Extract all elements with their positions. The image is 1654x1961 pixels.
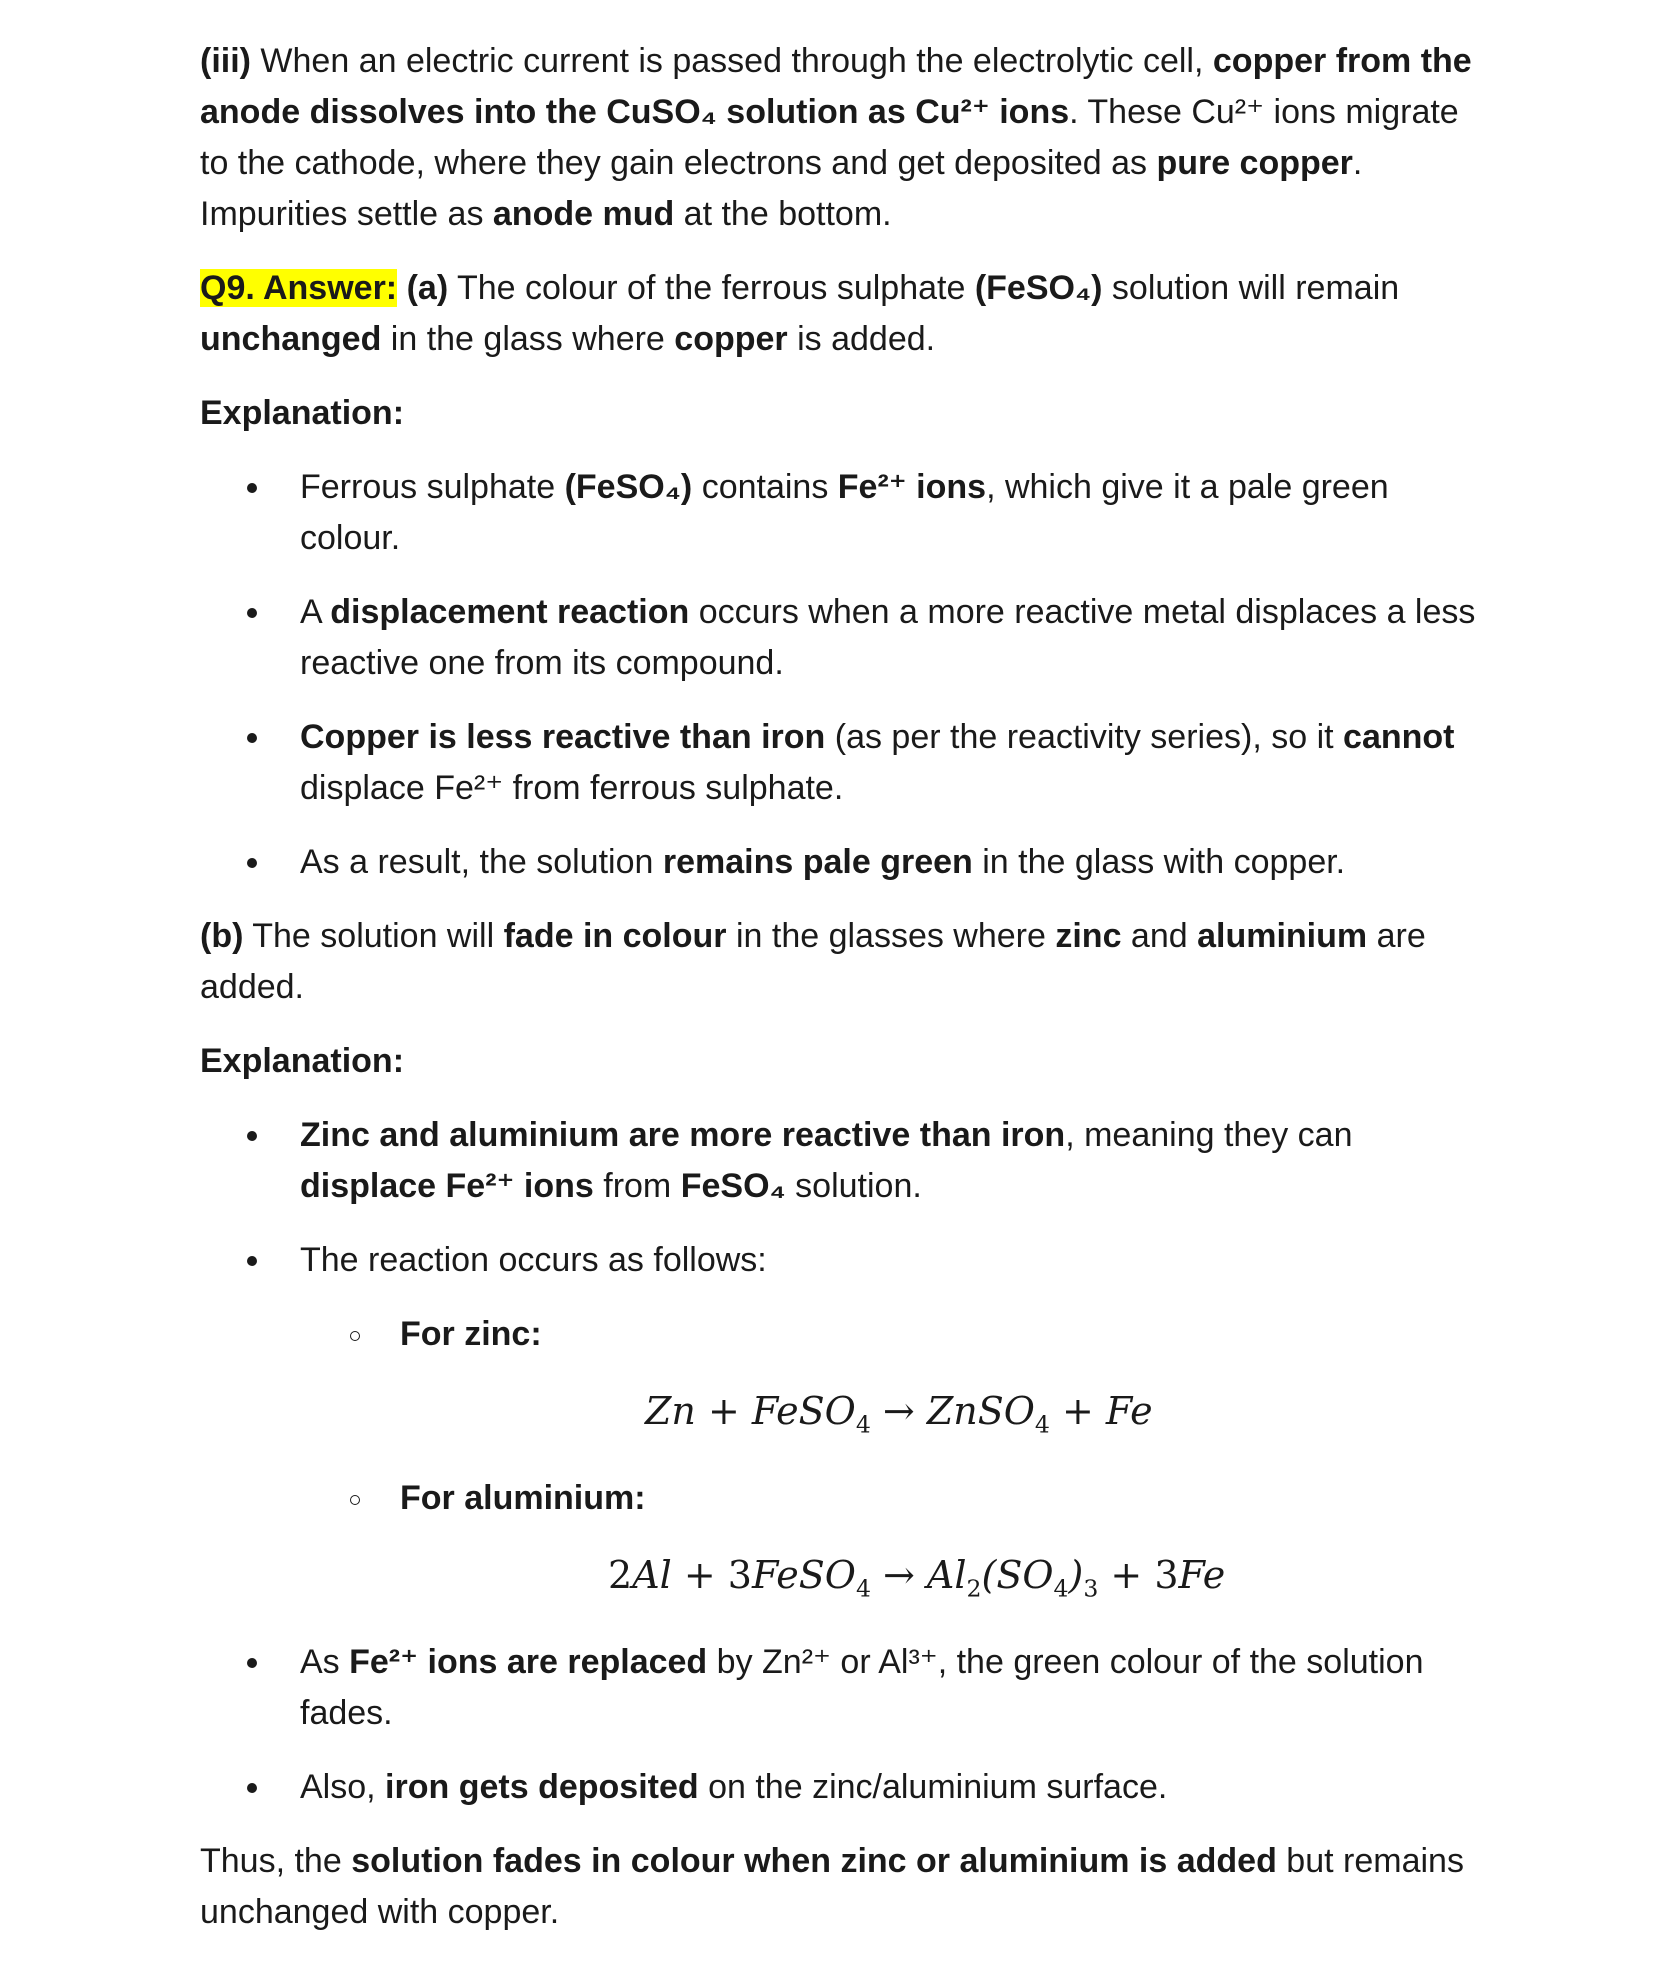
list-item bbox=[200, 1110, 1490, 1212]
item-bold: Copper is less reactive than iron bbox=[300, 718, 826, 756]
item-text: (as per the reactivity series), so it bbox=[825, 718, 1344, 756]
item-bold: FeSO₄ bbox=[680, 1167, 786, 1205]
aluminium-label: For aluminium: bbox=[400, 1479, 646, 1517]
bullet-icon bbox=[247, 733, 257, 743]
intro-bold-1: copper from the anode dissolves into the CuSO₄ solution as Cu²⁺ ions bbox=[200, 42, 1472, 131]
part-b-text: and bbox=[1121, 917, 1198, 955]
bullet-icon bbox=[247, 1131, 257, 1141]
conclusion-text: Thus, the bbox=[200, 1842, 352, 1880]
bullet-icon bbox=[247, 1658, 257, 1668]
intro-text-2: . These Cu²⁺ ions migrate to the cathode, where they gain electrons and get deposited as bbox=[200, 93, 1459, 182]
circle-bullet-icon bbox=[350, 1331, 360, 1341]
bullet-icon bbox=[247, 1256, 257, 1266]
explanation-b-list bbox=[200, 1110, 1490, 1286]
part-b-bold: fade in colour bbox=[503, 917, 727, 955]
item-bold: displacement reaction bbox=[330, 593, 690, 631]
part-b-text: are added. bbox=[200, 917, 1426, 1006]
intro-text-1: When an electric current is passed through the electrolytic cell, bbox=[250, 42, 1213, 80]
item-text: displace Fe²⁺ from ferrous sulphate. bbox=[300, 769, 844, 807]
item-bold: iron gets deposited bbox=[385, 1768, 699, 1806]
item-text: Ferrous sulphate bbox=[300, 468, 565, 506]
item-text: solution. bbox=[785, 1167, 922, 1205]
bullet-icon bbox=[247, 483, 257, 493]
list-item bbox=[200, 837, 1490, 888]
q9-text-3: in the glass where bbox=[381, 320, 675, 358]
aluminium-equation: 2Al + 3FeSO$_4$ → $Al_2(SO_4)_3 + 3Fe$ bbox=[608, 1553, 1226, 1603]
intro-text-3: . Impurities settle as bbox=[200, 144, 1363, 233]
q9-bold-2: unchanged bbox=[200, 320, 382, 358]
explanation-a-list bbox=[200, 462, 1490, 888]
intro-bold-3: anode mud bbox=[492, 195, 675, 233]
intro-bold-2: pure copper bbox=[1156, 144, 1353, 182]
part-b-label: (b) bbox=[200, 917, 244, 955]
item-bold: Zinc and aluminium are more reactive than iron bbox=[300, 1116, 1066, 1154]
part-b-bold: zinc bbox=[1055, 917, 1122, 955]
item-text: Also, bbox=[300, 1768, 386, 1806]
q9-answer-paragraph bbox=[200, 263, 1490, 365]
part-b-bold: aluminium bbox=[1197, 917, 1368, 955]
q9-answer-label: Q9. Answer: bbox=[200, 269, 398, 307]
bullet-icon bbox=[247, 1783, 257, 1793]
zinc-equation: Zn + FeSO$_4$ → ZnSO$_4$ + Fe bbox=[645, 1389, 1153, 1439]
part-b-text: in the glasses where bbox=[726, 917, 1056, 955]
item-bold: Fe²⁺ ions bbox=[837, 468, 987, 506]
q9-text-4: is added. bbox=[787, 320, 936, 358]
item-bold: Fe²⁺ ions are replaced bbox=[349, 1643, 708, 1681]
intro-text-4: at the bottom. bbox=[674, 195, 892, 233]
item-text: in the glass with copper. bbox=[972, 843, 1346, 881]
explanation-b-list-continued bbox=[200, 1637, 1490, 1813]
item-text: occurs when a more reactive metal displaces a less reactive one from its compound. bbox=[300, 593, 1476, 682]
part-b-text: The solution will bbox=[243, 917, 504, 955]
q9-bold-3: copper bbox=[674, 320, 788, 358]
item-bold: (FeSO₄) bbox=[564, 468, 693, 506]
conclusion-paragraph bbox=[200, 1836, 1490, 1938]
q9-bold-1: (FeSO₄) bbox=[974, 269, 1103, 307]
conclusion-text: but remains unchanged with copper. bbox=[200, 1842, 1464, 1931]
intro-label: (iii) bbox=[200, 42, 251, 80]
part-b-paragraph bbox=[200, 911, 1490, 1013]
explanation-a-heading: Explanation: bbox=[200, 394, 405, 432]
item-text: by Zn²⁺ or Al³⁺, the green colour of the solution fades. bbox=[300, 1643, 1424, 1732]
item-text: As a result, the solution bbox=[300, 843, 663, 881]
item-text: , meaning they can bbox=[1065, 1116, 1353, 1154]
item-text: As bbox=[300, 1643, 350, 1681]
list-item bbox=[200, 587, 1490, 689]
conclusion-bold: solution fades in colour when zinc or aluminium is added bbox=[351, 1842, 1277, 1880]
explanation-b-heading: Explanation: bbox=[200, 1042, 405, 1080]
list-item bbox=[200, 1637, 1490, 1739]
zinc-label: For zinc: bbox=[400, 1315, 542, 1353]
item-text: from bbox=[593, 1167, 681, 1205]
sub-item-zinc bbox=[200, 1309, 1490, 1360]
sub-item-aluminium bbox=[200, 1473, 1490, 1524]
item-text: , which give it a pale green colour. bbox=[300, 468, 1389, 557]
list-item bbox=[200, 462, 1490, 564]
item-text: The reaction occurs as follows: bbox=[300, 1241, 767, 1279]
list-item bbox=[200, 1762, 1490, 1813]
item-bold: displace Fe²⁺ ions bbox=[300, 1167, 594, 1205]
bullet-icon bbox=[247, 608, 257, 618]
item-bold: remains pale green bbox=[662, 843, 973, 881]
item-bold: cannot bbox=[1343, 718, 1455, 756]
q9-text-2: solution will remain bbox=[1102, 269, 1400, 307]
part-a-label: (a) bbox=[397, 269, 449, 307]
document-page bbox=[200, 36, 1490, 1961]
item-text: A bbox=[300, 593, 331, 631]
circle-bullet-icon bbox=[350, 1495, 360, 1505]
list-item bbox=[200, 1235, 1490, 1286]
bullet-icon bbox=[247, 858, 257, 868]
intro-paragraph bbox=[200, 36, 1490, 240]
q9-text-1: The colour of the ferrous sulphate bbox=[448, 269, 975, 307]
item-text: contains bbox=[692, 468, 838, 506]
item-text: on the zinc/aluminium surface. bbox=[698, 1768, 1168, 1806]
list-item bbox=[200, 712, 1490, 814]
